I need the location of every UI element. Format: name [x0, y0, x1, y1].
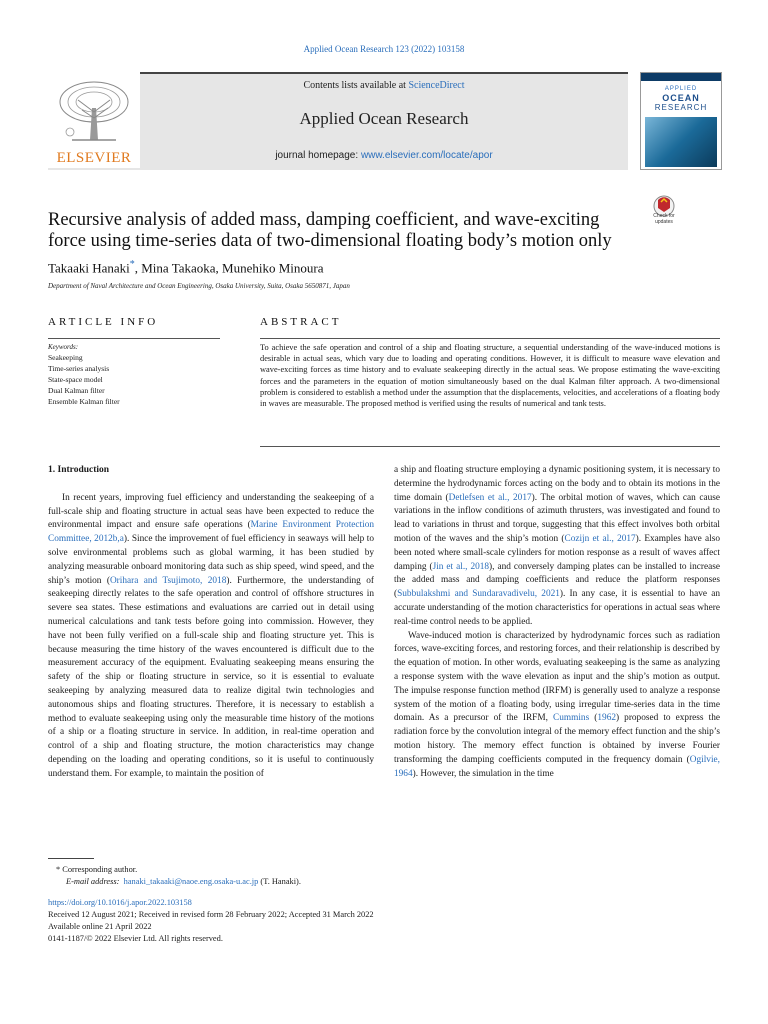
journal-title: Applied Ocean Research: [299, 109, 469, 128]
elsevier-tree-icon: [52, 78, 136, 148]
homepage-line: [140, 150, 628, 161]
other-authors: , Mina Takaoka, Munehiko Minoura: [134, 260, 324, 276]
email-label: E-mail address:: [66, 877, 120, 886]
text-run: ). The orbital motion of waves, which can cause variations in the inflow conditions of azimuth thrusters, was investigated and found to lead to variations in thrust and torque, suggesting that this effect involves both orbital motion of the waves and the ship’s motion (: [394, 492, 721, 544]
citation-link[interactable]: Marine Environment Protection Committee, 2012b,a: [48, 520, 375, 545]
intro-right-column: [394, 464, 720, 781]
citation-link[interactable]: Subbulakshmi and Sundaravadivelu, 2021: [397, 589, 560, 600]
abstract-rule: [260, 338, 720, 339]
corresponding-note: [56, 864, 137, 876]
article-title: [48, 210, 638, 252]
affiliation: Department of Naval Architecture and Ocean Engineering, Osaka University, Suita, Osaka 5650871, Japan: [48, 282, 350, 290]
email-suffix: (T. Hanaki).: [258, 877, 301, 886]
contents-prefix: Contents lists available at: [303, 80, 409, 91]
keyword: Seakeeping: [48, 353, 83, 362]
corresponding-mark[interactable]: *: [129, 259, 135, 270]
available-online: Available online 21 April 2022: [48, 922, 152, 931]
contents-line: [140, 80, 628, 91]
publisher-name: ELSEVIER: [56, 150, 132, 166]
homepage-link[interactable]: www.elsevier.com/locate/apor: [360, 150, 493, 161]
intro-left-column: [48, 464, 374, 782]
text-run: ), and conversely damping plates can be installed to increase the added mass and damping coefficients and reduce the platform responses (: [394, 561, 720, 600]
text-run: In recent years, improving fuel efficiency and understanding the seakeeping of a full-scale ship and floating structure in actual seas have been expected to reduce the environmental impact and ensure safe operations (: [48, 492, 374, 531]
journal-citation[interactable]: Applied Ocean Research 123 (2022) 103158: [303, 44, 465, 54]
footnote-rule: [48, 858, 94, 859]
citation-link[interactable]: Jin et al., 2018: [432, 561, 490, 572]
footnote-mark: *: [56, 865, 61, 874]
email-note: [66, 876, 301, 888]
intro-paragraph-1-cont: [394, 464, 720, 630]
article-info-heading: ARTICLE INFO: [48, 316, 159, 328]
copyright: 0141-1187/© 2022 Elsevier Ltd. All rights reserved.: [48, 934, 223, 943]
text-run: ). Furthermore, the understanding of seakeeping directly relates to the safe operation and control of offshore structures in severe sea states. These estimations and evaluations are carried out in detail using numerical calculations and tank tests before going into commission. However, they have not been fully verified on a full-scale ship and floating structure yet. This is because measuring the time history of the waves encountered is difficult due to the measurement accuracy of the equipment. Evaluating seakeeping means ensuring the safety of the ship or floating structure in service, so it is essential to evaluate seakeeping by analyzing measured data to realize digital twin technologies and autonomous ships and floating structures. Therefore, it is necessary to establish a method to evaluate seakeeping using only the measurable time history of the motions of a ship or a floating structure in service. In addition, in real-time operation and control of a ship and floating structure, the motion characteristics may change depending on the loading and operating conditions, so it is useful to continuously understand them. For example, to maintain the position of: [48, 575, 374, 779]
citation-link[interactable]: Cozijn et al., 2017: [564, 533, 636, 544]
citation-link[interactable]: Orihara and Tsujimoto, 2018: [109, 575, 227, 586]
keywords-list: [48, 352, 120, 407]
received-dates: Received 12 August 2021; Received in revised form 28 February 2022; Accepted 31 March 2022: [48, 910, 374, 919]
citation-link[interactable]: Cummins: [553, 713, 590, 724]
keywords-label: Keywords:: [48, 343, 79, 351]
cover-image: [645, 117, 717, 167]
intro-paragraph-2: [394, 630, 720, 782]
citation-link[interactable]: Detlefsen et al., 2017: [448, 492, 532, 503]
email-link[interactable]: hanaki_takaaki@naoe.eng.osaka-u.ac.jp: [123, 877, 259, 886]
text-run: ). Examples have also been noted where small-scale cylinders for motion response as a result of waves affect damping (: [394, 533, 720, 572]
abstract-bottom-rule: [260, 446, 720, 447]
text-run: ). However, the simulation in the time: [412, 768, 554, 779]
text-run: a ship and floating structure employing a dynamic positioning system, it is necessary to determine the hydrodynamic forces acting on the body and to obtain its motions in the time domain (: [394, 465, 720, 503]
text-run: ). In any case, it is essential to have an accurate understanding of the motion characteristics for operations in actual seas where real-time control needs to be applied.: [394, 589, 720, 627]
text-run: ). Since the improvement of fuel efficiency in seaways will help to solve environmental problems such as global warming, it has been studied by analyzing measurable onboard monitoring data such as ship speed, wind speed, and the ship’s motion (: [48, 534, 375, 586]
title-line-1: Recursive analysis of added mass, damping coefficient, and wave-exciting: [48, 210, 600, 230]
corresponding-text: Corresponding author.: [60, 865, 138, 874]
citation-link[interactable]: 1962: [597, 713, 616, 724]
keyword: Ensemble Kalman filter: [48, 397, 120, 406]
check-for-updates-label[interactable]: Check for updates: [653, 213, 675, 225]
sciencedirect-link[interactable]: ScienceDirect: [408, 80, 465, 91]
author-list: [48, 259, 324, 276]
intro-paragraph-1: [48, 492, 374, 782]
keyword: State-space model: [48, 375, 103, 384]
cover-line2: OCEAN: [662, 93, 700, 103]
citation-link[interactable]: Ogilvie, 1964: [394, 754, 720, 779]
cover-band: [641, 73, 721, 81]
abstract-heading: ABSTRACT: [260, 316, 342, 328]
section-title: 1. Introduction: [48, 465, 110, 475]
cover-line3: RESEARCH: [654, 103, 708, 112]
author-1: Takaaki Hanaki: [48, 260, 130, 276]
abstract-text: To achieve the safe operation and control of a ship and floating structure, a sequential understanding of the wave-induced motions is desirable in actual seas, which vary due to loading and operating conditions. However, it is difficult to measure wave elevation and wave-exciting forces as time history and to evaluate seakeeping directly in the actual seas. We propose estimating the wave-exciting forces and the parameters in the equation of motion simultaneously based on the dual Kalman filter approach. A two-dimensional problem is considered to establish a method under the assumption that the displacements, velocities, and accelerations of a floating body in waves are measurable. The proposed method is verified using the results of numerical and tank tests.: [260, 343, 720, 409]
text-run: Wave-induced motion is characterized by hydrodynamic forces such as radiation forces, wave-exciting forces, and restoring forces, and their relationship is described by the equation of motion. In other words, evaluating seakeeping is the same as analyzing a response system with the wave elevation as input and the ship’s motion as output. The impulse response function method (IRFM) is generally used to analyze a response system of the motion of a floating body, using irregular time-series data in the time domain. As a precursor of the IRFM,: [394, 630, 720, 724]
doi-link[interactable]: https://doi.org/10.1016/j.apor.2022.103158: [48, 898, 192, 907]
journal-cover[interactable]: [640, 72, 722, 170]
keyword: Dual Kalman filter: [48, 386, 105, 395]
text-run: ) proposed to express the radiation force by the convolution integral of the memory effect function and the ship’s motion history. The memory effect function is obtained by inverse Fourier transforming the damping coefficients computed in the frequency domain (: [394, 713, 720, 765]
text-run: (: [589, 713, 598, 724]
keyword: Time-series analysis: [48, 364, 110, 373]
homepage-prefix: journal homepage:: [275, 150, 361, 161]
title-line-2: force using time-series data of two-dimensional floating body’s motion only: [48, 231, 612, 251]
article-info-rule: [48, 338, 220, 339]
cover-line1: APPLIED: [664, 86, 698, 92]
